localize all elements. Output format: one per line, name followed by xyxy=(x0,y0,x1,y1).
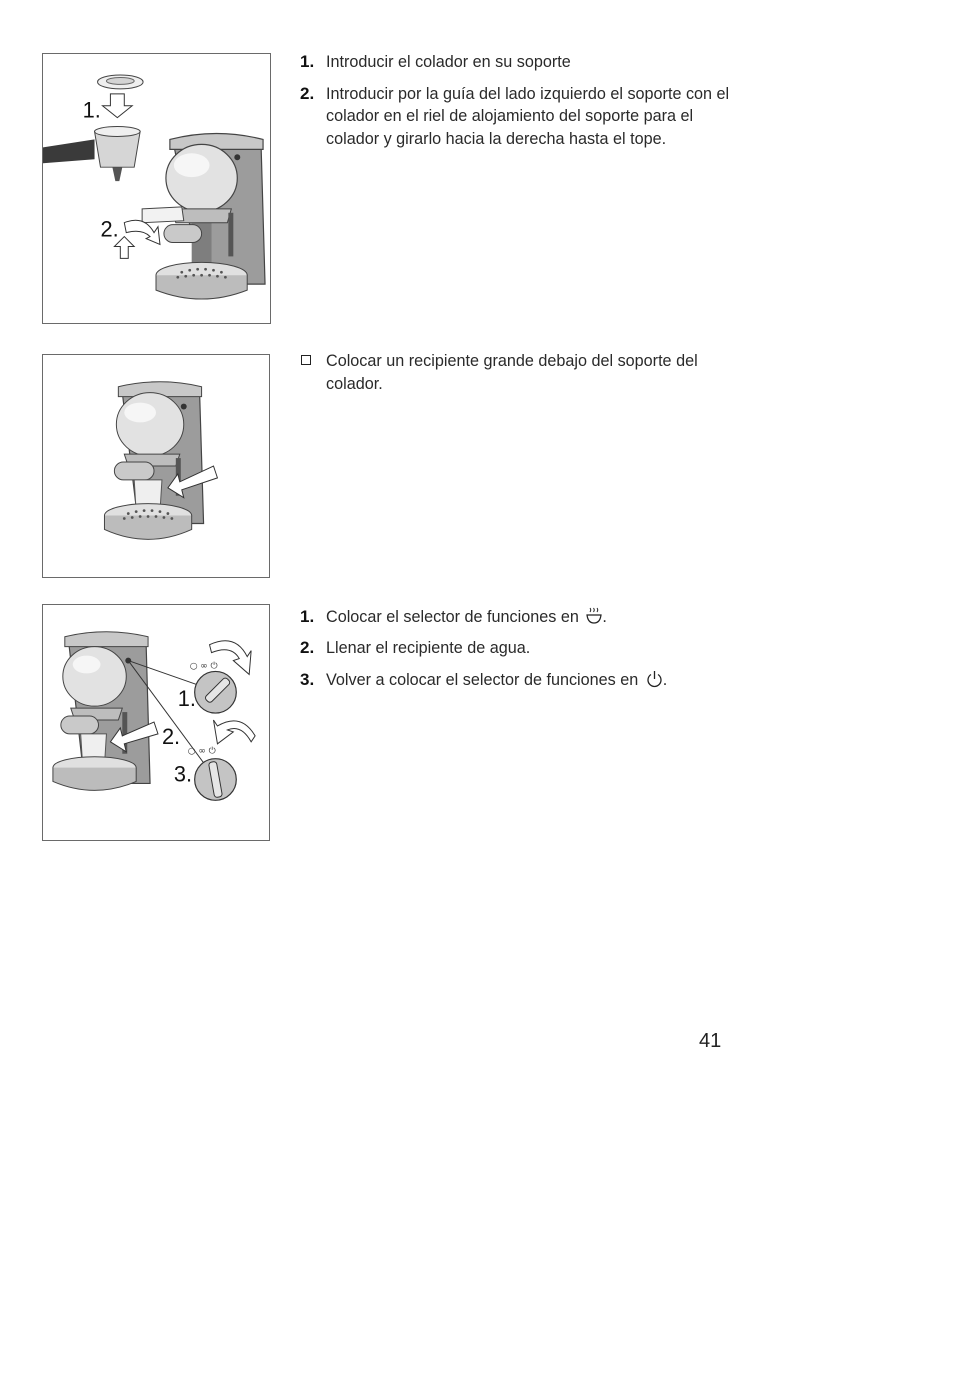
instruction-step xyxy=(300,83,730,151)
steam-cup-icon xyxy=(586,607,602,625)
instruction-step xyxy=(300,606,730,629)
figure-label: 1. xyxy=(177,686,196,712)
figure-label: 2. xyxy=(161,723,181,749)
checkbox-bullet-icon xyxy=(301,355,311,365)
step-text: Llenar el recipiente de agua. xyxy=(326,638,531,657)
step-suffix: . xyxy=(602,608,607,626)
figure-insert-filter-holder xyxy=(42,53,271,324)
step-text: Introducir el colador en su soporte xyxy=(326,53,571,71)
espresso-machine-illustration xyxy=(43,605,269,840)
instruction-list xyxy=(300,350,730,395)
svg-text:○ ∞ ⏻: ○ ∞ ⏻ xyxy=(187,746,216,757)
espresso-machine-illustration xyxy=(43,355,269,577)
instruction-list xyxy=(300,51,730,150)
svg-text:○ ∞ ⏻: ○ ∞ ⏻ xyxy=(189,661,218,672)
step-number: 1. xyxy=(300,607,315,626)
step-text: Introducir por la guía del lado izquierdo el soporte con el colador en el riel de alojamiento del soporte para el colador y girarlo hacia la derecha hasta el tope. xyxy=(326,84,730,148)
figure-label: 2. xyxy=(100,216,119,242)
step-number: 2. xyxy=(300,83,315,103)
power-icon xyxy=(646,670,663,688)
step-text: Colocar un recipiente grande debajo del soporte del colador. xyxy=(326,352,698,393)
step-number: 2. xyxy=(300,637,315,657)
instruction-step xyxy=(300,669,730,692)
step-number: 3. xyxy=(300,670,315,689)
step-number: 1. xyxy=(300,52,315,71)
step-text: Volver a colocar el selector de funciones en xyxy=(326,671,639,689)
espresso-machine-illustration xyxy=(43,54,270,323)
step-text: Colocar el selector de funciones en xyxy=(326,608,579,626)
instruction-step xyxy=(300,51,730,74)
figure-label: 1. xyxy=(82,97,101,123)
figure-place-container xyxy=(42,354,270,578)
step-suffix: . xyxy=(662,671,668,689)
figure-function-selector xyxy=(42,604,270,841)
figure-label: 3. xyxy=(173,761,193,787)
instruction-step xyxy=(300,637,730,660)
instruction-step xyxy=(300,350,730,395)
instruction-list xyxy=(300,606,730,692)
page-number: 41 xyxy=(699,1030,722,1052)
